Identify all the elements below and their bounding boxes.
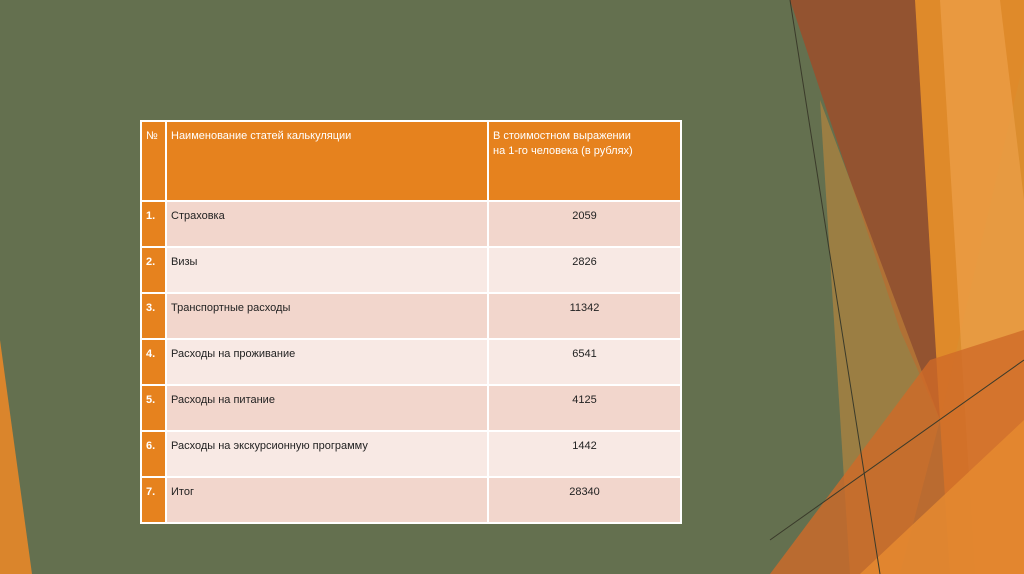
- row-value: 1442: [488, 431, 681, 477]
- row-num: 4.: [141, 339, 166, 385]
- table-row: [141, 431, 681, 477]
- row-num: 2.: [141, 247, 166, 293]
- row-name: Расходы на питание: [166, 385, 488, 431]
- row-value: 6541: [488, 339, 681, 385]
- row-num: 6.: [141, 431, 166, 477]
- row-name: Итог: [166, 477, 488, 523]
- row-value: 2826: [488, 247, 681, 293]
- row-name: Расходы на экскурсионную программу: [166, 431, 488, 477]
- table-row: [141, 339, 681, 385]
- header-value: [488, 121, 681, 201]
- row-num: 7.: [141, 477, 166, 523]
- header-value-line2: на 1-го человека (в рублях): [493, 145, 633, 157]
- header-num: №: [141, 121, 166, 201]
- row-num: 3.: [141, 293, 166, 339]
- row-value: 28340: [488, 477, 681, 523]
- row-num: 1.: [141, 201, 166, 247]
- table-row: [141, 247, 681, 293]
- row-name: Расходы на проживание: [166, 339, 488, 385]
- table-row: [141, 385, 681, 431]
- header-name: Наименование статей калькуляции: [166, 121, 488, 201]
- row-value: 4125: [488, 385, 681, 431]
- row-name: Визы: [166, 247, 488, 293]
- table-row: [141, 477, 681, 523]
- header-value-line1: В стоимостном выражении: [493, 130, 631, 142]
- table-row: [141, 293, 681, 339]
- left-orange-triangle: [0, 340, 32, 574]
- row-value: 2059: [488, 201, 681, 247]
- row-name: Транспортные расходы: [166, 293, 488, 339]
- row-value: 11342: [488, 293, 681, 339]
- row-num: 5.: [141, 385, 166, 431]
- table-row: [141, 201, 681, 247]
- calculation-table: [140, 120, 682, 524]
- table-header-row: [141, 121, 681, 201]
- row-name: Страховка: [166, 201, 488, 247]
